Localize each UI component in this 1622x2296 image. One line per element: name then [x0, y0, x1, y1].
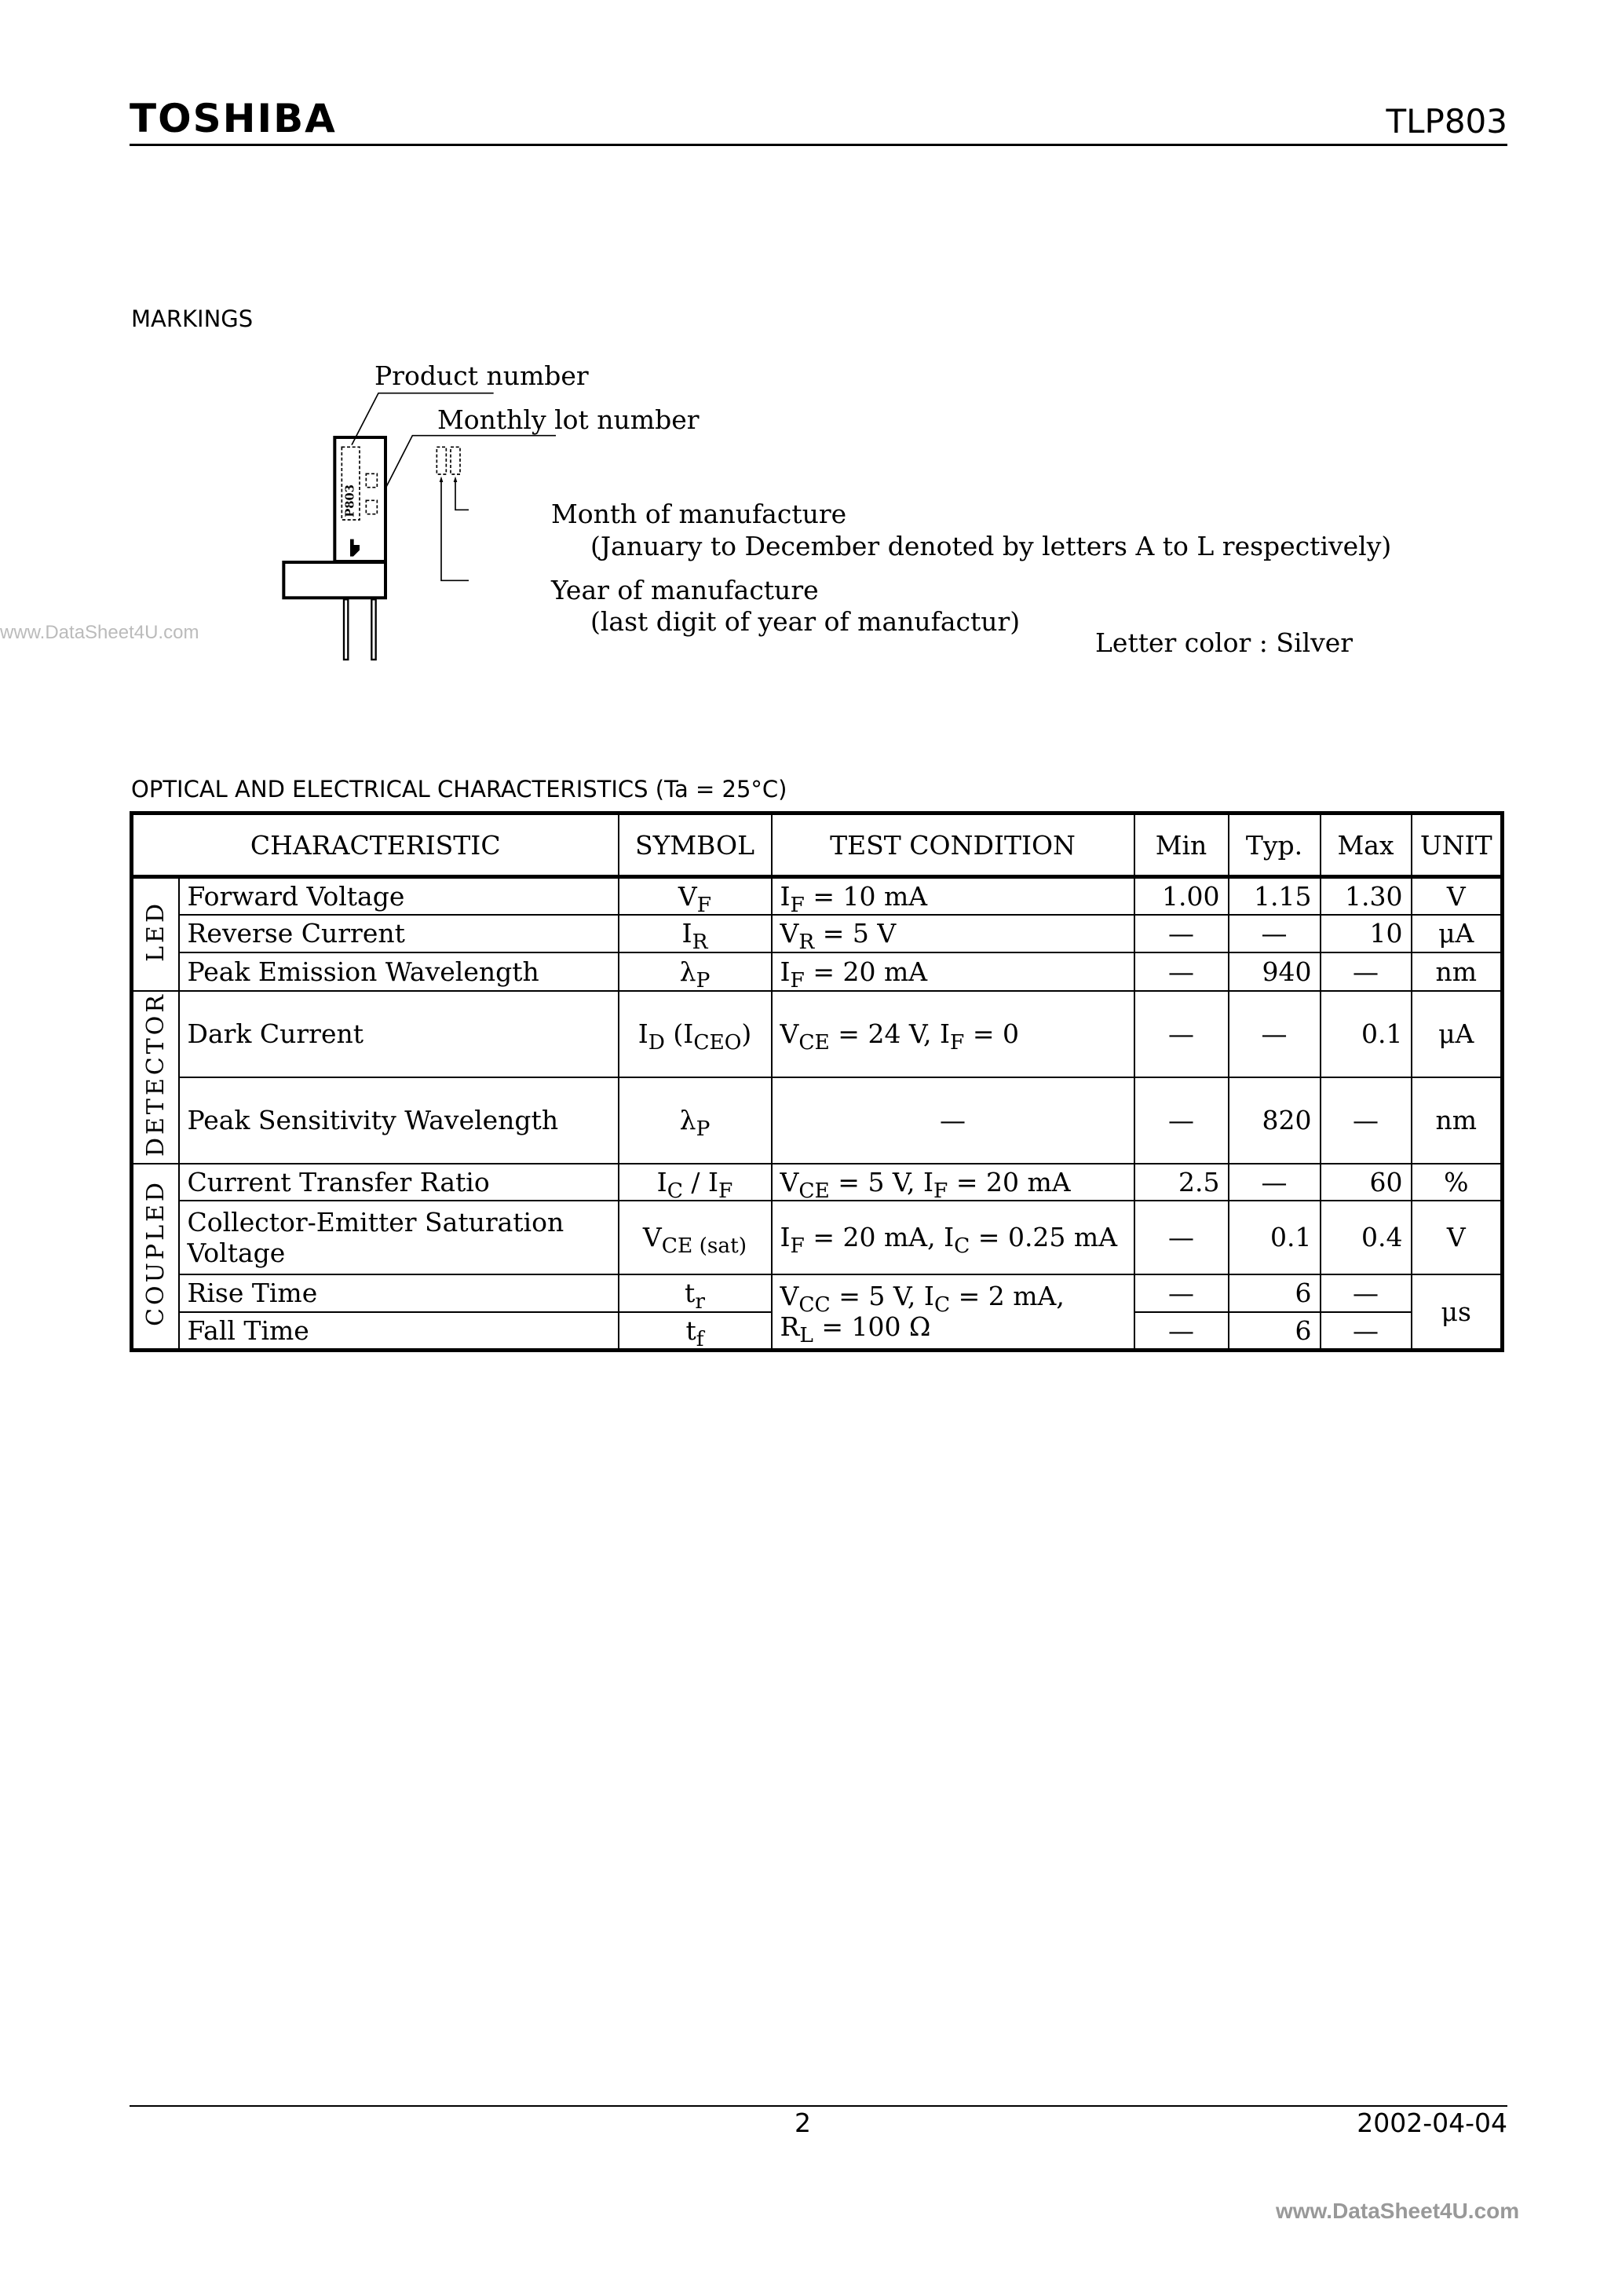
- group-label-text: DETECTOR: [141, 991, 170, 1157]
- brand-logo: TOSHIBA: [130, 96, 337, 141]
- unit-cell: %: [1412, 1164, 1503, 1201]
- pin-right: [371, 599, 375, 660]
- condition-cell: $I_F = 20$ mA, $I_C = 0.25$ mA: [772, 1201, 1134, 1274]
- condition-cell: $V_{CC} = 5$ V, $I_C = 2$ mA, $R_L = 100$ Ω: [772, 1274, 1134, 1351]
- characteristic-cell: Rise Time: [179, 1274, 619, 1312]
- month-note: (January to December denoted by letters A to L respectively): [590, 531, 1392, 561]
- header-test-condition: TEST CONDITION: [772, 813, 1134, 877]
- symbol-cell: $V_F$: [619, 877, 772, 915]
- symbol-cell: $V_{CE (sat)}$: [619, 1201, 772, 1274]
- table-row: [132, 991, 1503, 1078]
- max-cell: 0.4: [1321, 1201, 1412, 1274]
- max-cell: 0.1: [1321, 991, 1412, 1078]
- min-cell: —: [1134, 1274, 1229, 1312]
- symbol-cell: $\lambda_P$: [619, 952, 772, 991]
- monthly-lot-label: Monthly lot number: [437, 404, 700, 435]
- typ-cell: 0.1: [1229, 1201, 1321, 1274]
- unit-cell: nm: [1412, 952, 1503, 991]
- condition-cell: $V_{CE} = 24$ V, $I_F = 0$: [772, 991, 1134, 1078]
- chip-product-number: P803: [343, 484, 357, 517]
- symbol-cell: $t_f$: [619, 1312, 772, 1351]
- condition-cell: $V_{CE} = 5$ V, $I_F = 20$ mA: [772, 1164, 1134, 1201]
- typ-cell: 6: [1229, 1312, 1321, 1351]
- max-cell: —: [1321, 1274, 1412, 1312]
- page-number: 2: [795, 2108, 811, 2138]
- group-label-led: [132, 877, 179, 991]
- watermark-bottom: www.DataSheet4U.com: [1276, 2199, 1520, 2223]
- letter-color: Letter color : Silver: [1095, 627, 1353, 658]
- toshiba-mark-icon: [350, 539, 360, 557]
- markings-title: MARKINGS: [131, 305, 254, 332]
- document-date: 2002-04-04: [1357, 2108, 1507, 2138]
- max-cell: —: [1321, 952, 1412, 991]
- typ-cell: 940: [1229, 952, 1321, 991]
- min-cell: 1.00: [1134, 877, 1229, 915]
- typ-cell: —: [1229, 915, 1321, 952]
- table-header-row: [132, 813, 1503, 877]
- condition-cell: $I_F = 20$ mA: [772, 952, 1134, 991]
- table-row: [132, 877, 1503, 915]
- header-max: Max: [1321, 813, 1412, 877]
- header-min: Min: [1134, 813, 1229, 877]
- symbol-cell: $I_R$: [619, 915, 772, 952]
- year-label: Year of manufacture: [551, 575, 819, 605]
- max-cell: —: [1321, 1077, 1412, 1163]
- max-cell: 1.30: [1321, 877, 1412, 915]
- unit-cell: μA: [1412, 991, 1503, 1078]
- condition-cell: $V_R = 5$ V: [772, 915, 1134, 952]
- unit-cell: μA: [1412, 915, 1503, 952]
- header-divider: [130, 144, 1507, 146]
- characteristic-cell: Peak Sensitivity Wavelength: [179, 1077, 619, 1163]
- min-cell: —: [1134, 1312, 1229, 1351]
- header-symbol: SYMBOL: [619, 813, 772, 877]
- symbol-cell: $t_r$: [619, 1274, 772, 1312]
- group-label-text: COUPLED: [141, 1179, 170, 1327]
- min-cell: —: [1134, 915, 1229, 952]
- unit-cell: nm: [1412, 1077, 1503, 1163]
- symbol-cell: $I_D$ $(I_{CEO})$: [619, 991, 772, 1078]
- header-typ: Typ.: [1229, 813, 1321, 877]
- pin-left: [344, 599, 348, 660]
- lot-number-leader: [386, 436, 556, 487]
- symbol-cell: $\lambda_P$: [619, 1077, 772, 1163]
- header-characteristic: CHARACTERISTIC: [132, 813, 619, 877]
- table-row: [132, 1274, 1503, 1312]
- symbol-cell: $I_C / I_F$: [619, 1164, 772, 1201]
- group-label-detector: [132, 991, 179, 1164]
- characteristics-table: [130, 811, 1504, 1352]
- table-row: [132, 915, 1503, 952]
- table-row: [132, 1164, 1503, 1201]
- footer-divider: [130, 2105, 1507, 2107]
- product-number-label: Product number: [374, 360, 589, 391]
- characteristic-cell: Fall Time: [179, 1312, 619, 1351]
- table-row: [132, 1077, 1503, 1163]
- part-number: TLP803: [1386, 102, 1507, 141]
- characteristic-cell: Current Transfer Ratio: [179, 1164, 619, 1201]
- month-leader: [455, 479, 469, 510]
- table-row: [132, 1201, 1503, 1274]
- characteristic-cell: Dark Current: [179, 991, 619, 1078]
- unit-cell: μs: [1412, 1274, 1503, 1351]
- max-cell: —: [1321, 1312, 1412, 1351]
- max-cell: 60: [1321, 1164, 1412, 1201]
- min-cell: 2.5: [1134, 1164, 1229, 1201]
- max-cell: 10: [1321, 915, 1412, 952]
- characteristic-cell: Peak Emission Wavelength: [179, 952, 619, 991]
- unit-cell: V: [1412, 877, 1503, 915]
- table-title: OPTICAL AND ELECTRICAL CHARACTERISTICS (Ta = 25°C): [131, 776, 787, 803]
- min-cell: —: [1134, 1201, 1229, 1274]
- min-cell: —: [1134, 991, 1229, 1078]
- group-label-text: LED: [141, 900, 170, 962]
- year-note: (last digit of year of manufactur): [590, 606, 1021, 637]
- header-unit: UNIT: [1412, 813, 1503, 877]
- min-cell: —: [1134, 1077, 1229, 1163]
- watermark-left: www.DataSheet4U.com: [0, 622, 199, 643]
- month-label: Month of manufacture: [551, 499, 847, 529]
- group-label-coupled: [132, 1164, 179, 1351]
- unit-cell: V: [1412, 1201, 1503, 1274]
- table-row: [132, 952, 1503, 991]
- typ-cell: 1.15: [1229, 877, 1321, 915]
- package-flange: [283, 562, 385, 598]
- typ-cell: —: [1229, 1164, 1321, 1201]
- typ-cell: 6: [1229, 1274, 1321, 1312]
- typ-cell: 820: [1229, 1077, 1321, 1163]
- characteristic-cell: Reverse Current: [179, 915, 619, 952]
- condition-cell: —: [772, 1077, 1134, 1163]
- characteristic-cell: Forward Voltage: [179, 877, 619, 915]
- typ-cell: —: [1229, 991, 1321, 1078]
- min-cell: —: [1134, 952, 1229, 991]
- condition-cell: $I_F = 10$ mA: [772, 877, 1134, 915]
- characteristic-cell: Collector-Emitter Saturation Voltage: [179, 1201, 619, 1274]
